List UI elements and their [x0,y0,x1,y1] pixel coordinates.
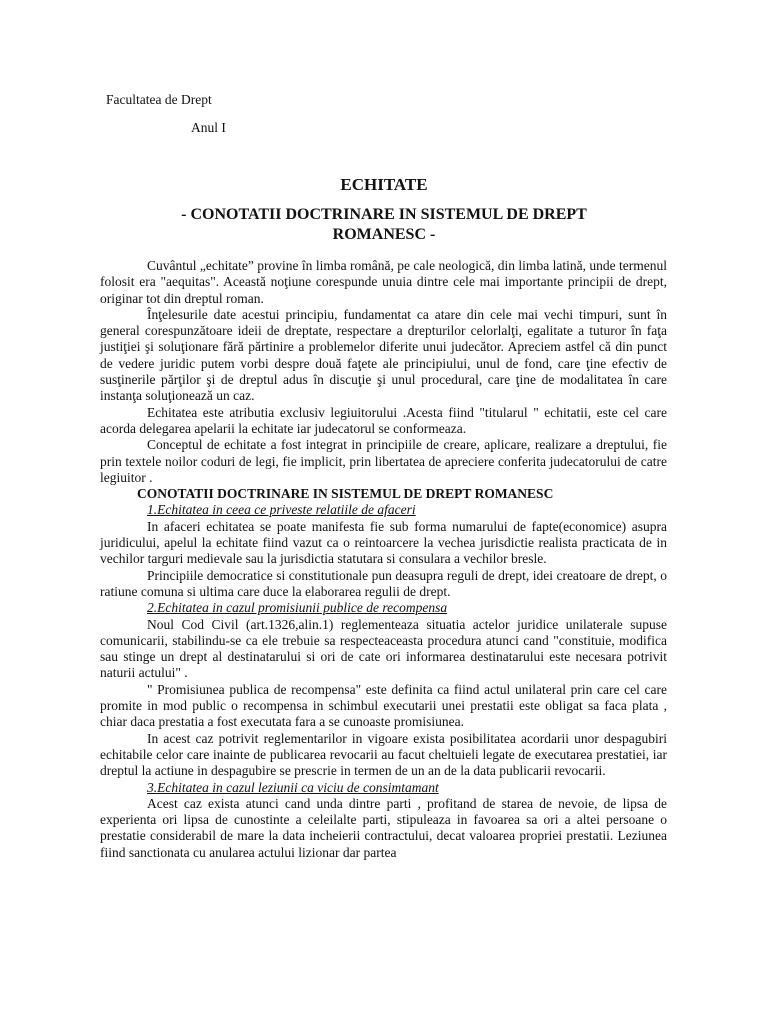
paragraph: In afaceri echitatea se poate manifesta fie sub forma numarului de fapte(economice) asupra juridicului, apelul la echitate fiind vazut ca o reintoarcere la vechea jurisdictie realista practicata de in vechilor targuri medievale sau la jurisdictia statutara si consulara a vechilor bresle. [100,518,667,567]
paragraph: " Promisiunea publica de recompensa" este definita ca fiind actul unilateral prin care cel care promite in mod public o recompensa in schimbul executarii unei prestatii este obligat sa faca plata , chiar daca prestatia a fost executata fara a se cunoaste promisiunea. [100,681,667,730]
paragraph: Noul Cod Civil (art.1326,alin.1) reglementeaza situatia actelor juridice unilaterale supuse comunicarii, stabilindu-se ca ele trebuie sa respecteaceasta procedura atunci cand "constituie, modifica sau stinge un drept al destinatarului si ori de cate ori informarea destinatarului este necesara potrivit naturii actului" . [100,616,667,681]
paragraph: Conceptul de echitate a fost integrat in principiile de creare, aplicare, realizare a dreptului, fie prin textele noilor coduri de legi, fie implicit, prin libertatea de apreciere conferita judecatorului de catre legiuitor . [100,437,667,485]
paragraph: In acest caz potrivit reglementarilor in vigoare exista posibilitatea acordarii unor despagubiri echitabile celor care inainte de publicarea revocarii au facut cheltuieli legate de executarea prestatiei, iar dreptul la actiune in despagubire se prescrie in termen de un an de la data publicarii revocarii. [100,730,667,779]
subsection-heading-3: 3.Echitatea in cazul leziunii ca viciu de consimtamant [147,779,439,795]
document-subtitle [0,205,768,245]
subtitle-line-1: - CONOTATII DOCTRINARE IN SISTEMUL DE DREPT [181,206,587,223]
document-title: ECHITATE [340,175,428,194]
subsection-heading-2: 2.Echitatea in cazul promisiunii publice de recompensa [147,600,448,616]
year-label: Anul I [191,120,226,135]
paragraph: Principiile democratice si constitutionale pun deasupra reguli de drept, idei creatoare de drept, o ratiune comuna si ultima care duce la elaborarea regulii de drept. [100,567,667,599]
paragraph: Cuvântul „echitate” provine în limba română, pe cale neologică, din limba latină, unde termenul folosit era "aequitas". Această noţiune corespunde unuia dintre cele mai importante principii de drept, originar tot din dreptul roman. [100,258,667,306]
paragraph: Echitatea este atributia exclusiv legiuitorului .Acesta fiind "titularul " echitatii, este cel care acorda delegarea apelarii la echitate iar judecatorul se conformeaza. [100,404,667,436]
subtitle-line-2: ROMANESC - [332,226,436,243]
subsection-heading-1: 1.Echitatea in ceea ce priveste relatiile de afaceri [147,502,416,518]
paragraph: Înţelesurile date acestui principiu, fundamentat ca atare din cele mai vechi timpuri, sunt în general corespunzătoare ideii de dreptate, respectare a drepturilor celorlalţi, egalitate a tuturor în faţa justiţiei şi soluţionare fără părtinire a problemelor diferite unui judecător. Apreciem astfel că din punct de vedere juridic putem vorbi despre două faţete ale principiului, unul de fond, care ţine efectiv de susţinerile părţilor şi de dreptul adus în discuţie şi unul procedural, care ţine de modalitatea în care instanţa soluţionează un caz. [100,306,667,404]
document-body [100,258,667,861]
paragraph: Acest caz exista atunci cand unda dintre parti , profitand de starea de nevoie, de lipsa de experienta ori lipsa de cunostinte a celeilalte parti, stipuleaza in favoarea sa ori a altei persoane o prestatie considerabil de mare la data incheierii contractului, decat valoarea propriei prestatii. Leziunea fiind sanctionata cu anularea actului lizionar dar partea [100,795,667,860]
section-heading: CONOTATII DOCTRINARE IN SISTEMUL DE DREPT ROMANESC [137,486,554,502]
faculty-label: Facultatea de Drept [106,92,212,107]
